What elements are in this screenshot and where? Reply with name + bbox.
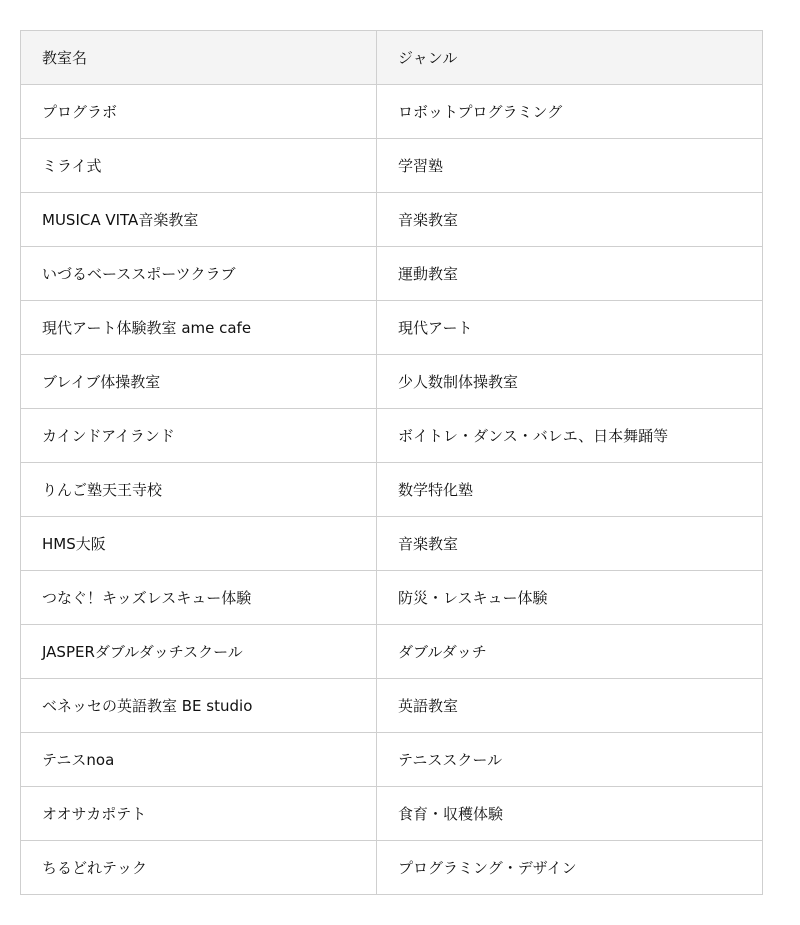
genre-cell: ボイトレ・ダンス・バレエ、日本舞踊等: [377, 409, 763, 463]
classroom-name-cell: プログラボ: [21, 85, 377, 139]
classroom-name-cell: ちるどれテック: [21, 841, 377, 895]
table-body: [21, 85, 763, 895]
classroom-name-cell: カインドアイランド: [21, 409, 377, 463]
classroom-name-cell: ミライ式: [21, 139, 377, 193]
table-row: [21, 193, 763, 247]
table-row: [21, 85, 763, 139]
classroom-name-cell: MUSICA VITA音楽教室: [21, 193, 377, 247]
classroom-table-container: [20, 30, 762, 895]
table-row: [21, 463, 763, 517]
table-row: [21, 841, 763, 895]
classroom-name-cell: HMS大阪: [21, 517, 377, 571]
genre-cell: 音楽教室: [377, 193, 763, 247]
classroom-table: [20, 30, 763, 895]
genre-cell: 食育・収穫体験: [377, 787, 763, 841]
classroom-name-cell: JASPERダブルダッチスクール: [21, 625, 377, 679]
classroom-name-cell: ベネッセの英語教室 BE studio: [21, 679, 377, 733]
table-row: [21, 571, 763, 625]
header-genre: ジャンル: [377, 31, 763, 85]
genre-cell: 防災・レスキュー体験: [377, 571, 763, 625]
classroom-name-cell: 現代アート体験教室 ame cafe: [21, 301, 377, 355]
genre-cell: ロボットプログラミング: [377, 85, 763, 139]
genre-cell: 英語教室: [377, 679, 763, 733]
classroom-name-cell: オオサカポテト: [21, 787, 377, 841]
table-row: [21, 355, 763, 409]
header-row: [21, 31, 763, 85]
classroom-name-cell: つなぐ！キッズレスキュー体験: [21, 571, 377, 625]
table-row: [21, 679, 763, 733]
table-row: [21, 517, 763, 571]
header-classroom-name: 教室名: [21, 31, 377, 85]
classroom-name-cell: りんご塾天王寺校: [21, 463, 377, 517]
genre-cell: プログラミング・デザイン: [377, 841, 763, 895]
genre-cell: 現代アート: [377, 301, 763, 355]
classroom-name-cell: テニスnoa: [21, 733, 377, 787]
classroom-name-cell: いづるベーススポーツクラブ: [21, 247, 377, 301]
genre-cell: テニススクール: [377, 733, 763, 787]
table-row: [21, 247, 763, 301]
table-row: [21, 301, 763, 355]
table-row: [21, 625, 763, 679]
genre-cell: 運動教室: [377, 247, 763, 301]
table-row: [21, 787, 763, 841]
genre-cell: 音楽教室: [377, 517, 763, 571]
table-row: [21, 409, 763, 463]
genre-cell: ダブルダッチ: [377, 625, 763, 679]
genre-cell: 数学特化塾: [377, 463, 763, 517]
classroom-name-cell: ブレイブ体操教室: [21, 355, 377, 409]
genre-cell: 学習塾: [377, 139, 763, 193]
table-row: [21, 139, 763, 193]
table-header: [21, 31, 763, 85]
table-row: [21, 733, 763, 787]
genre-cell: 少人数制体操教室: [377, 355, 763, 409]
